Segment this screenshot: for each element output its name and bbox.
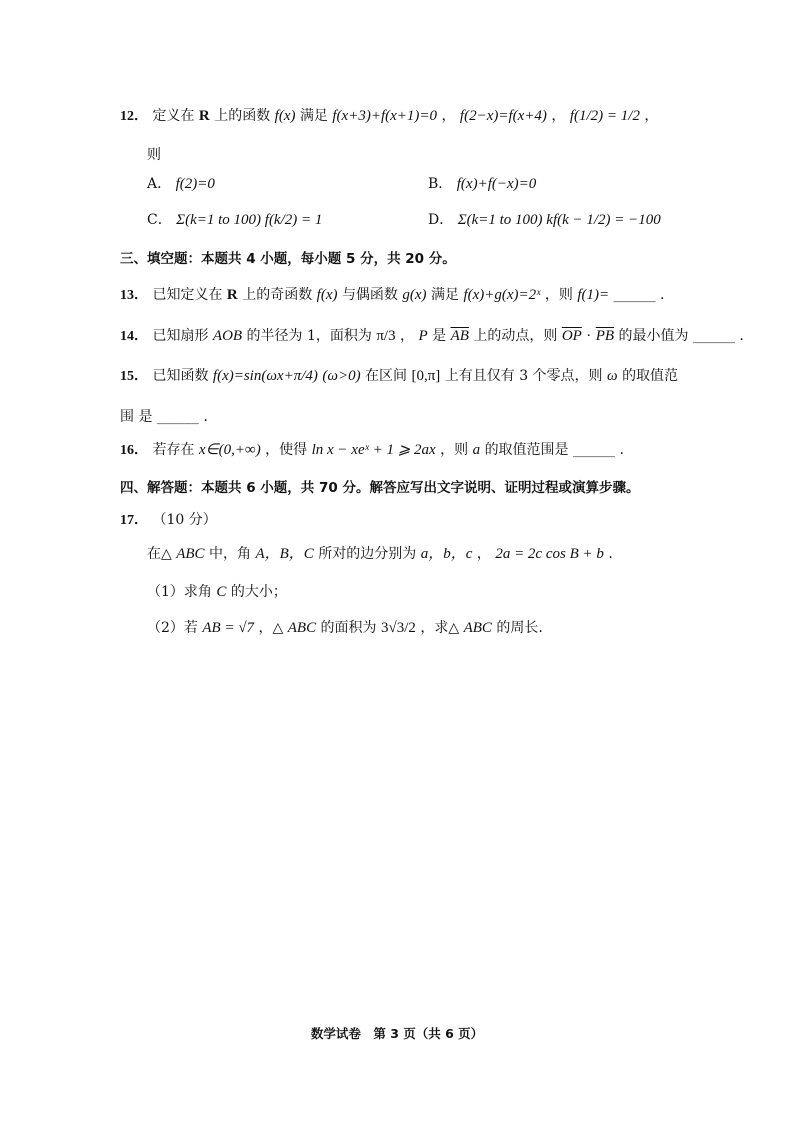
q13-text3: 与偶函数 — [341, 287, 398, 303]
q17-abc2: ABC — [287, 620, 317, 636]
q15-interval: [0,π] — [411, 368, 441, 384]
q17-part2-ask: ，求△ — [420, 620, 460, 636]
q12-option-b — [428, 174, 536, 194]
section3-heading: 三、填空题：本题共 4 小题，每小题 5 分，共 20 分。 — [120, 251, 456, 267]
q14-op: $\overline{OP}$ — [561, 328, 582, 344]
section4-heading: 四、解答题：本题共 6 小题，共 70 分。解答应写出文字说明、证明过程或演算步骤。 — [120, 480, 640, 496]
q16-line — [120, 440, 624, 461]
q14-text1: 已知扇形 — [152, 328, 209, 344]
q17-part1-end: 的大小； — [230, 584, 287, 600]
q12-option-b-text: f(x)+f(−x)=0 — [456, 176, 537, 192]
q17-abc3: ABC — [463, 620, 492, 636]
q13-set-r: R — [226, 287, 238, 303]
q12-option-d-label: D． — [428, 212, 454, 228]
q17-abc: ABC — [176, 546, 205, 562]
q15-omega: ω — [607, 368, 618, 384]
q17-stem1: 在△ — [147, 546, 172, 562]
q12-sep1: ， — [441, 108, 456, 124]
q14-text4: 是 — [432, 328, 447, 344]
q16-a: a — [472, 442, 481, 458]
q14-pb: $\overline{PB}$ — [595, 328, 615, 344]
q15-text1: 已知函数 — [152, 368, 209, 384]
q17-part1-text: （1）求角 — [147, 584, 212, 600]
q17-part2 — [147, 618, 543, 638]
q12-option-c — [147, 210, 322, 230]
q13-blank[interactable]: ______ — [613, 287, 656, 303]
q15-func: f(x)=sin(ωx+π/4) — [212, 368, 318, 384]
q14-line — [120, 326, 744, 347]
q17-part2-mid: ，△ — [258, 620, 284, 636]
q15-text2: 在区间 — [365, 368, 408, 384]
q16-text1: 若存在 — [152, 442, 195, 458]
q12-option-a — [147, 174, 215, 194]
q17-stem2: 中，角 — [209, 546, 252, 562]
q17-stem5: . — [608, 546, 613, 562]
q12-option-b-label: B． — [428, 176, 453, 192]
q14-text2: 的半径为 1，面积为 — [246, 328, 372, 344]
q17-header — [120, 510, 217, 531]
q17-c-letter: C — [216, 584, 227, 600]
page-footer: 数学试卷 第 3 页（共 6 页） — [310, 1026, 484, 1041]
q13-gx: g(x) — [402, 287, 427, 303]
q17-part2-end: 的周长. — [496, 620, 543, 636]
q12-sep3: ， — [644, 108, 659, 124]
q14-text3: ， — [400, 328, 415, 344]
q12-cond3: f(1/2) = 1/2 — [569, 108, 640, 124]
q14-end: . — [739, 328, 744, 344]
q16-blank[interactable]: ______ — [573, 442, 616, 458]
q17-stem3: 所对的边分别为 — [318, 546, 417, 562]
q14-number: 14． — [120, 329, 148, 344]
q17-part1 — [147, 582, 287, 602]
q14-arc: $\overline{AB}$ — [450, 328, 469, 344]
q16-ineq: ln x − xeˣ + 1 ⩾ 2ax — [311, 442, 436, 458]
q15-blank[interactable]: ______ — [156, 409, 199, 425]
q12-then: 则 — [147, 147, 161, 163]
q12-set-r: R — [198, 108, 210, 124]
q13-ask: f(1)= — [577, 287, 610, 303]
q13-text2: 上的奇函数 — [242, 287, 313, 303]
q16-text4: 的取值范围是 — [484, 442, 569, 458]
q17-points: （10 分） — [152, 512, 217, 528]
q17-sides: a，b，c — [420, 546, 473, 562]
q12-option-a-label: A． — [147, 176, 172, 192]
q12-number: 12． — [120, 109, 148, 124]
q13-text4: 满足 — [431, 287, 459, 303]
q14-text6: 的最小值为 — [618, 328, 689, 344]
q15-line1 — [120, 366, 678, 387]
q13-cond: f(x)+g(x)=2ˣ — [463, 287, 541, 303]
q16-end: . — [619, 442, 624, 458]
q17-ab: AB = √7 — [202, 620, 255, 636]
q13-end: . — [660, 287, 665, 303]
q12-fx: f(x) — [274, 108, 296, 124]
q15-text5: 围 是 — [120, 409, 153, 425]
q17-stem4: ， — [476, 546, 491, 562]
q16-text2: ，使得 — [265, 442, 308, 458]
q14-text5: 上的动点，则 — [473, 328, 558, 344]
q15-cond: (ω>0) — [322, 368, 361, 384]
q17-number: 17． — [120, 513, 148, 528]
q14-dot: · — [586, 328, 592, 344]
q13-number: 13． — [120, 288, 148, 303]
q17-stem — [147, 544, 613, 564]
q17-cond: 2a = 2c cos B + b — [495, 546, 604, 562]
q15-text4: 的取值范 — [622, 368, 679, 384]
q13-fx: f(x) — [316, 287, 338, 303]
q13-text5: ，则 — [544, 287, 573, 303]
q13-text1: 已知定义在 — [152, 287, 223, 303]
q17-part2-area: 的面积为 — [320, 620, 377, 636]
q12-option-c-text: Σ(k=1 to 100) f(k/2) = 1 — [176, 212, 323, 228]
q12-option-d — [428, 210, 661, 230]
q14-blank[interactable]: ______ — [692, 328, 735, 344]
q12-satisfy: 满足 — [299, 108, 328, 124]
q12-stem-lead: 定义在 — [152, 108, 195, 124]
q15-text3: 上有且仅有 3 个零点，则 — [444, 368, 603, 384]
q16-domain: x∈(0,+∞) — [198, 442, 261, 458]
q17-area-val: 3√3/2 — [381, 620, 416, 636]
q14-area: π/3 — [376, 328, 396, 344]
q12-stem-mid: 上的函数 — [214, 108, 271, 124]
q15-number: 15． — [120, 369, 148, 384]
q17-part2-text: （2）若 — [147, 620, 198, 636]
q17-angles: A，B，C — [255, 546, 314, 562]
q12-option-a-text: f(2)=0 — [175, 176, 215, 192]
q12-sep2: ， — [551, 108, 566, 124]
q16-number: 16． — [120, 443, 148, 458]
q13-line — [120, 285, 664, 306]
q16-text3: ，则 — [440, 442, 469, 458]
q12-line1 — [120, 106, 658, 127]
q12-option-c-label: C． — [147, 212, 172, 228]
q15-line2 — [120, 407, 208, 427]
q12-cond2: f(2−x)=f(x+4) — [459, 108, 547, 124]
q12-cond1: f(x+3)+f(x+1)=0 — [332, 108, 438, 124]
q14-p: P — [418, 328, 428, 344]
q12-option-d-text: Σ(k=1 to 100) kf(k − 1/2) = −100 — [457, 212, 661, 228]
q15-end: . — [203, 409, 208, 425]
q14-aob: AOB — [212, 328, 243, 344]
